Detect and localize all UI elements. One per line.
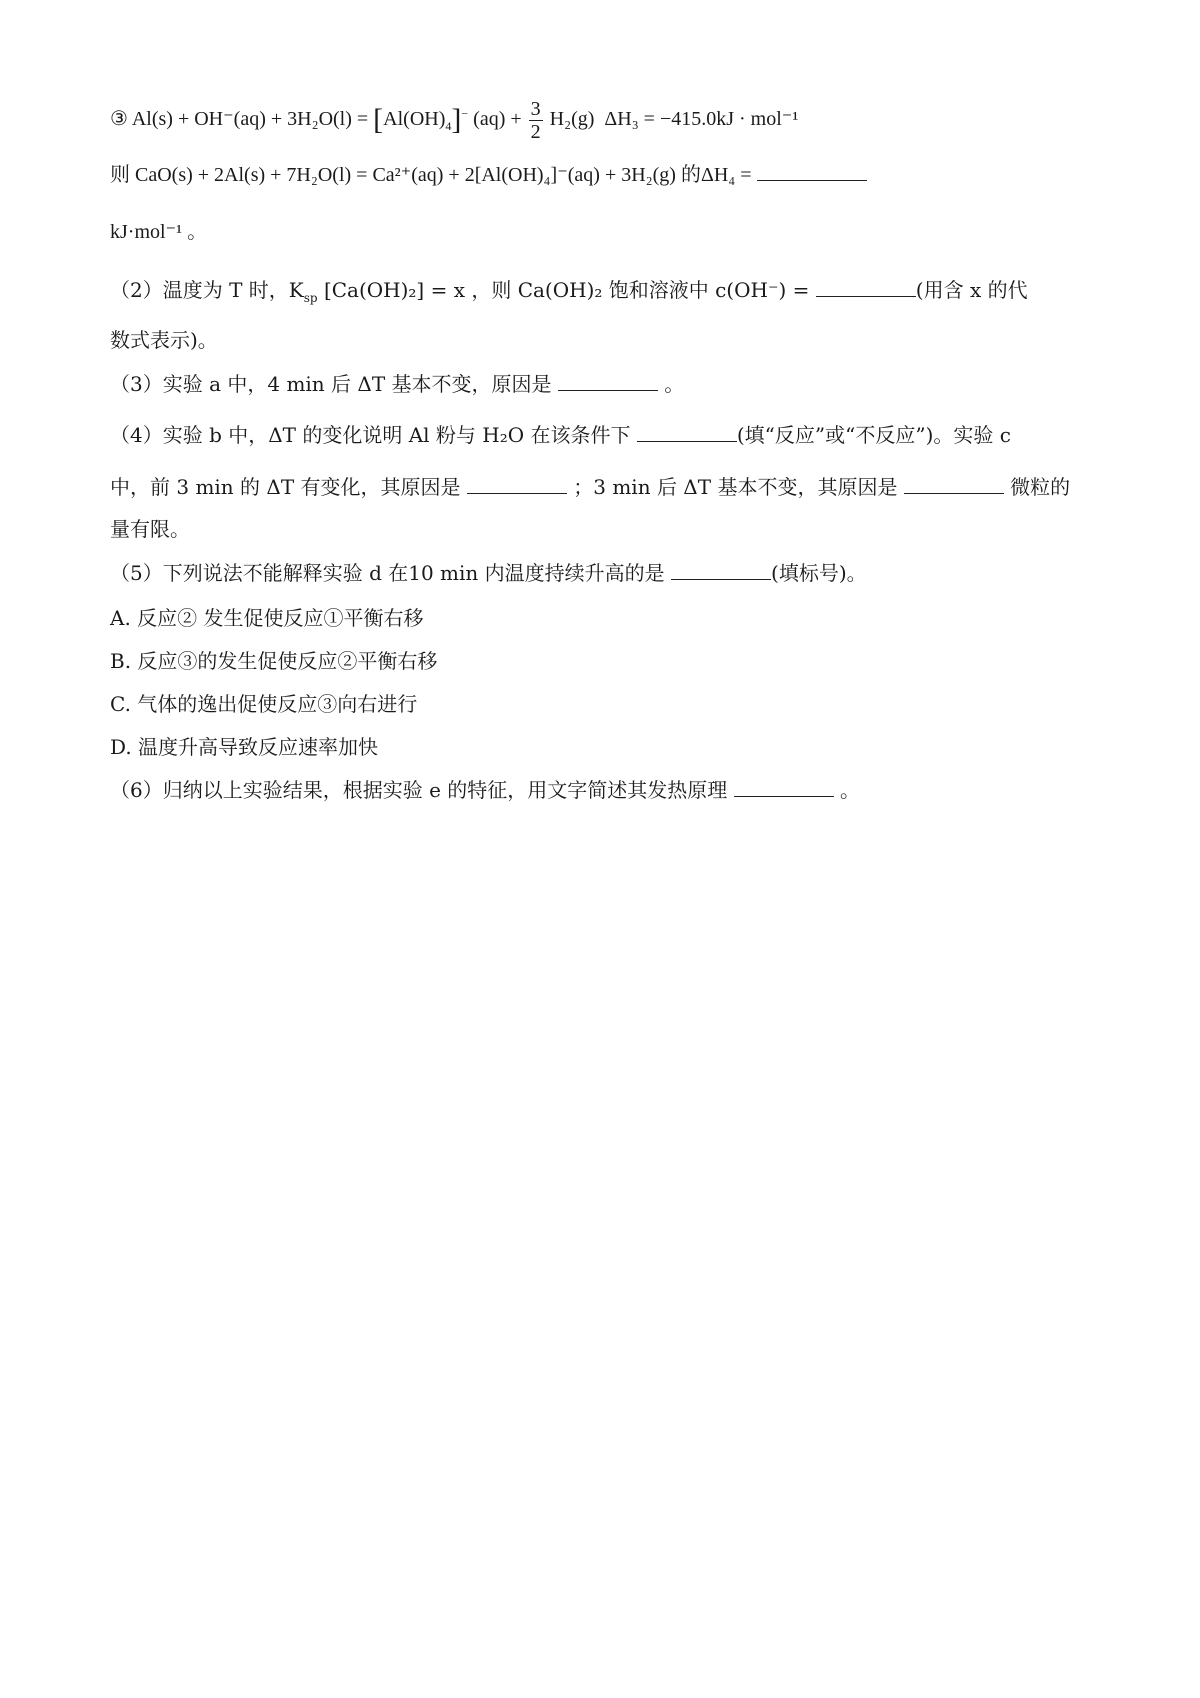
option-d[interactable]: [110, 733, 378, 761]
option-b-text: B. 反应③的发生促使反应②平衡右移: [110, 649, 438, 673]
q2-ksp-sub: sp: [303, 291, 318, 305]
reaction-3-complex: Al(OH): [383, 108, 446, 131]
question-6-line: [110, 776, 860, 804]
question-4-line-3: [110, 515, 190, 543]
question-3-line: [110, 370, 684, 398]
answer-blank-q3[interactable]: [558, 370, 658, 391]
q2-part2: [Ca(OH)₂] = x ，则 Ca(OH)₂ 饱和溶液中 c(OH⁻) =: [323, 278, 810, 302]
answer-blank-q6[interactable]: [734, 776, 834, 797]
q6-part2: 。: [840, 778, 860, 802]
q2-part1: （2）温度为 T 时，K: [110, 278, 304, 302]
overall-reaction-line: [110, 160, 867, 189]
reaction-3-complex-sub: 4: [445, 119, 452, 134]
q4-line2-part1: 中，前 3 min 的 ΔT 有变化，其原因是: [110, 475, 461, 499]
question-4-line-2: [110, 473, 1070, 501]
question-2-line: [110, 276, 1028, 304]
q3-part1: （3）实验 a 中，4 min 后 ΔT 基本不变，原因是: [110, 372, 552, 396]
fraction-numerator: 3: [530, 98, 541, 120]
right-bracket: ]: [451, 103, 462, 137]
q4-line2-part2: ；3 min 后 ΔT 基本不变，其原因是: [573, 475, 898, 499]
fraction-denominator: 2: [530, 121, 541, 143]
option-c-text: C. 气体的逸出促使反应③向右进行: [110, 692, 418, 716]
reaction-3-rhs-tail: (aq) +: [473, 108, 522, 131]
answer-blank-q5[interactable]: [671, 559, 771, 580]
unit-line: [110, 218, 207, 246]
option-c[interactable]: [110, 690, 417, 718]
reaction-3-rhs-end: H₂(g): [549, 108, 595, 131]
question-4-line: [110, 421, 1011, 449]
left-bracket: [: [373, 103, 384, 137]
option-a-text: A. 反应② 发生促使反应①平衡右移: [110, 606, 424, 630]
reaction-3-line: [110, 98, 798, 143]
answer-blank-q4c[interactable]: [904, 473, 1004, 494]
reaction-3-prefix: ③: [110, 108, 128, 131]
answer-blank-q4a[interactable]: [637, 421, 737, 442]
overall-tail: 的ΔH₄ =: [680, 164, 752, 186]
q3-part2: 。: [664, 372, 685, 396]
q4-line2-part3: 微粒的: [1010, 475, 1071, 499]
q6-part1: （6）归纳以上实验结果，根据实验 e 的特征，用文字简述其发热原理: [110, 778, 728, 802]
overall-prefix: 则: [110, 164, 130, 186]
q4-part2: (填“反应”或“不反应”)。实验 c: [736, 423, 1011, 447]
q2-part3: (用含 x 的代: [915, 278, 1028, 302]
unit-text: kJ·mol⁻¹ 。: [110, 221, 208, 243]
option-b[interactable]: [110, 647, 437, 675]
q5-part1: （5）下列说法不能解释实验 d 在10 min 内温度持续升高的是: [110, 561, 665, 585]
q5-part2: (填标号)。: [771, 561, 867, 585]
option-d-text: D. 温度升高导致反应速率加快: [110, 735, 379, 759]
reaction-3-complex-charge: −: [461, 106, 469, 121]
overall-equation: CaO(s) + 2Al(s) + 7H₂O(l) = Ca²⁺(aq) + 2[Al(OH)₄]⁻(aq) + 3H₂(g): [135, 164, 676, 186]
reaction-3-lhs: Al(s) + OH⁻(aq) + 3H₂O(l) =: [131, 108, 369, 131]
question-2-cont: [110, 326, 218, 354]
question-5-line: [110, 559, 867, 587]
answer-blank-q2[interactable]: [816, 276, 916, 297]
reaction-3-enthalpy: ΔH₃ = −415.0kJ · mol⁻¹: [604, 108, 799, 131]
answer-blank-dh4[interactable]: [757, 160, 867, 181]
fraction-three-halves: [529, 98, 543, 143]
option-a[interactable]: [110, 604, 424, 632]
q2-cont: 数式表示)。: [110, 328, 218, 352]
q4-line3: 量有限。: [110, 517, 190, 541]
answer-blank-q4b[interactable]: [467, 473, 567, 494]
q4-part1: （4）实验 b 中，ΔT 的变化说明 Al 粉与 H₂O 在该条件下: [110, 423, 631, 447]
